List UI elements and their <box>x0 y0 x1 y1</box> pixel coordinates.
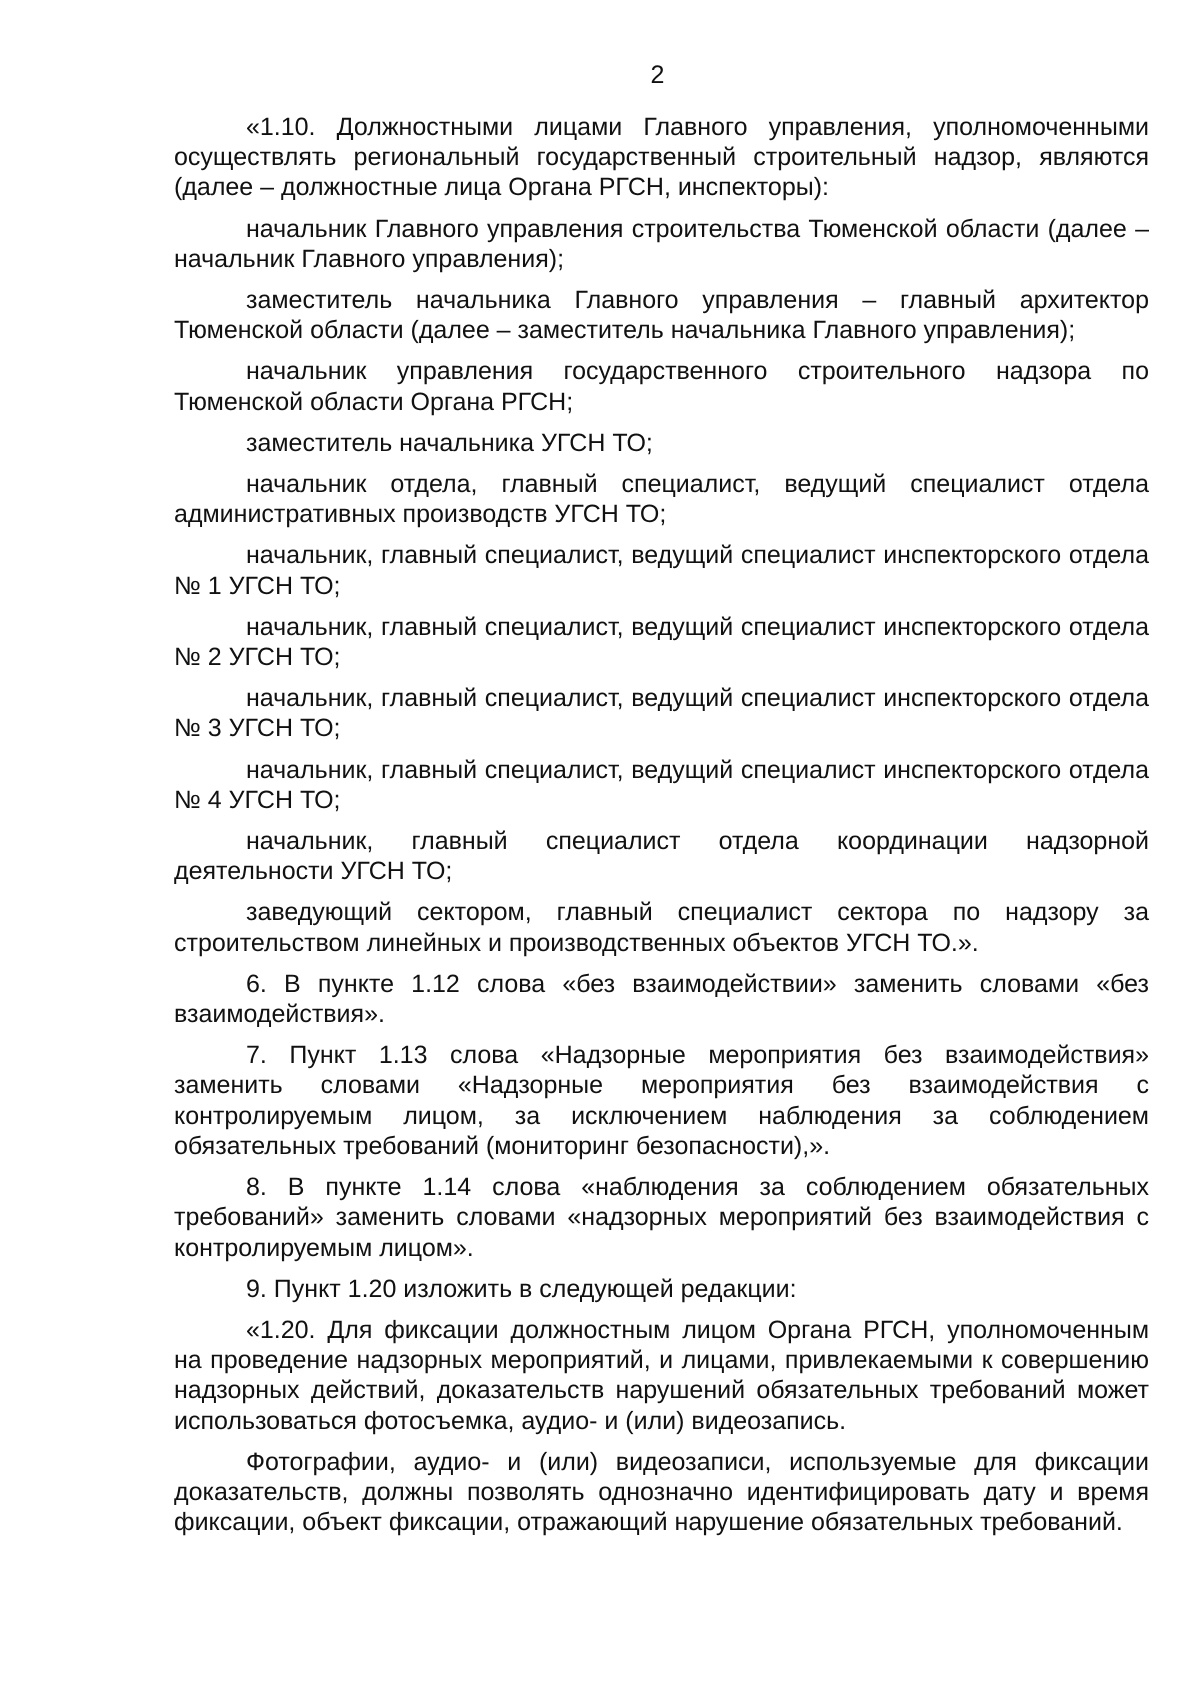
paragraph-1-10-officials: «1.10. Должностными лицами Главного управления, уполномоченными осуществлять региональный государственный строительный надзор, являются (далее – должностные лица Органа РГСН, инспекторы): <box>174 113 1149 202</box>
paragraph-1-20-evidence: «1.20. Для фиксации должностным лицом Органа РГСН, уполномоченным на проведение надзорных мероприятий, и лицами, привлекаемыми к совершению надзорных действий, доказательств нарушений обязательных требований может использоваться фотосъемка, аудио- и (или) видеозапись. <box>174 1315 1149 1435</box>
paragraph-deputy-head-ugsn: заместитель начальника УГСН ТО; <box>246 428 653 457</box>
paragraph-linear-objects-sector: заведующий сектором, главный специалист сектора по надзору за строительством линейных и производственных объектов УГСН ТО.». <box>174 898 1149 957</box>
paragraph-deputy-chief-architect: заместитель начальника Главного управления – главный архитектор Тюменской области (далее – заместитель начальника Главного управления); <box>174 286 1149 345</box>
page-number: 2 <box>650 61 665 89</box>
paragraph-photo-video-evidence: Фотографии, аудио- и (или) видеозаписи, используемые для фиксации доказательств, должны позволять однозначно идентифицировать дату и время фиксации, объект фиксации, отражающий нарушение обязательных требований. <box>174 1447 1149 1537</box>
paragraph-inspection-department-2: начальник, главный специалист, ведущий специалист инспекторского отдела № 2 УГСН ТО; <box>174 612 1149 672</box>
paragraph-inspection-department-4: начальник, главный специалист, ведущий специалист инспекторского отдела № 4 УГСН ТО; <box>174 755 1149 814</box>
paragraph-head-of-construction-supervision: начальник управления государственного строительного надзора по Тюменской области Органа РГСН; <box>174 357 1149 416</box>
paragraph-coordination-department: начальник, главный специалист отдела координации надзорной деятельности УГСН ТО; <box>174 827 1149 886</box>
paragraph-administrative-department: начальник отдела, главный специалист, ведущий специалист отдела административных производств УГСН ТО; <box>174 470 1149 529</box>
paragraph-item-7: 7. Пункт 1.13 слова «Надзорные мероприятия без взаимодействия» заменить словами «Надзорные мероприятия без взаимодействия с контролируемым лицом, за исключением наблюдения за соблюдением обязательных требований (мониторинг безопасности),». <box>174 1041 1149 1160</box>
paragraph-item-8: 8. В пункте 1.14 слова «наблюдения за соблюдением обязательных требований» заменить словами «надзорных мероприятий без взаимодействия с контролируемым лицом». <box>174 1173 1149 1262</box>
paragraph-item-9: 9. Пункт 1.20 изложить в следующей редакции: <box>246 1274 797 1303</box>
paragraph-inspection-department-3: начальник, главный специалист, ведущий специалист инспекторского отдела № 3 УГСН ТО; <box>174 684 1149 743</box>
paragraph-head-of-main-department: начальник Главного управления строительства Тюменской области (далее – начальник Главного управления); <box>174 214 1149 273</box>
paragraph-item-6: 6. В пункте 1.12 слова «без взаимодействии» заменить словами «без взаимодействия». <box>174 969 1149 1029</box>
document-body <box>174 112 1149 1548</box>
paragraph-inspection-department-1: начальник, главный специалист, ведущий специалист инспекторского отдела № 1 УГСН ТО; <box>174 541 1149 600</box>
